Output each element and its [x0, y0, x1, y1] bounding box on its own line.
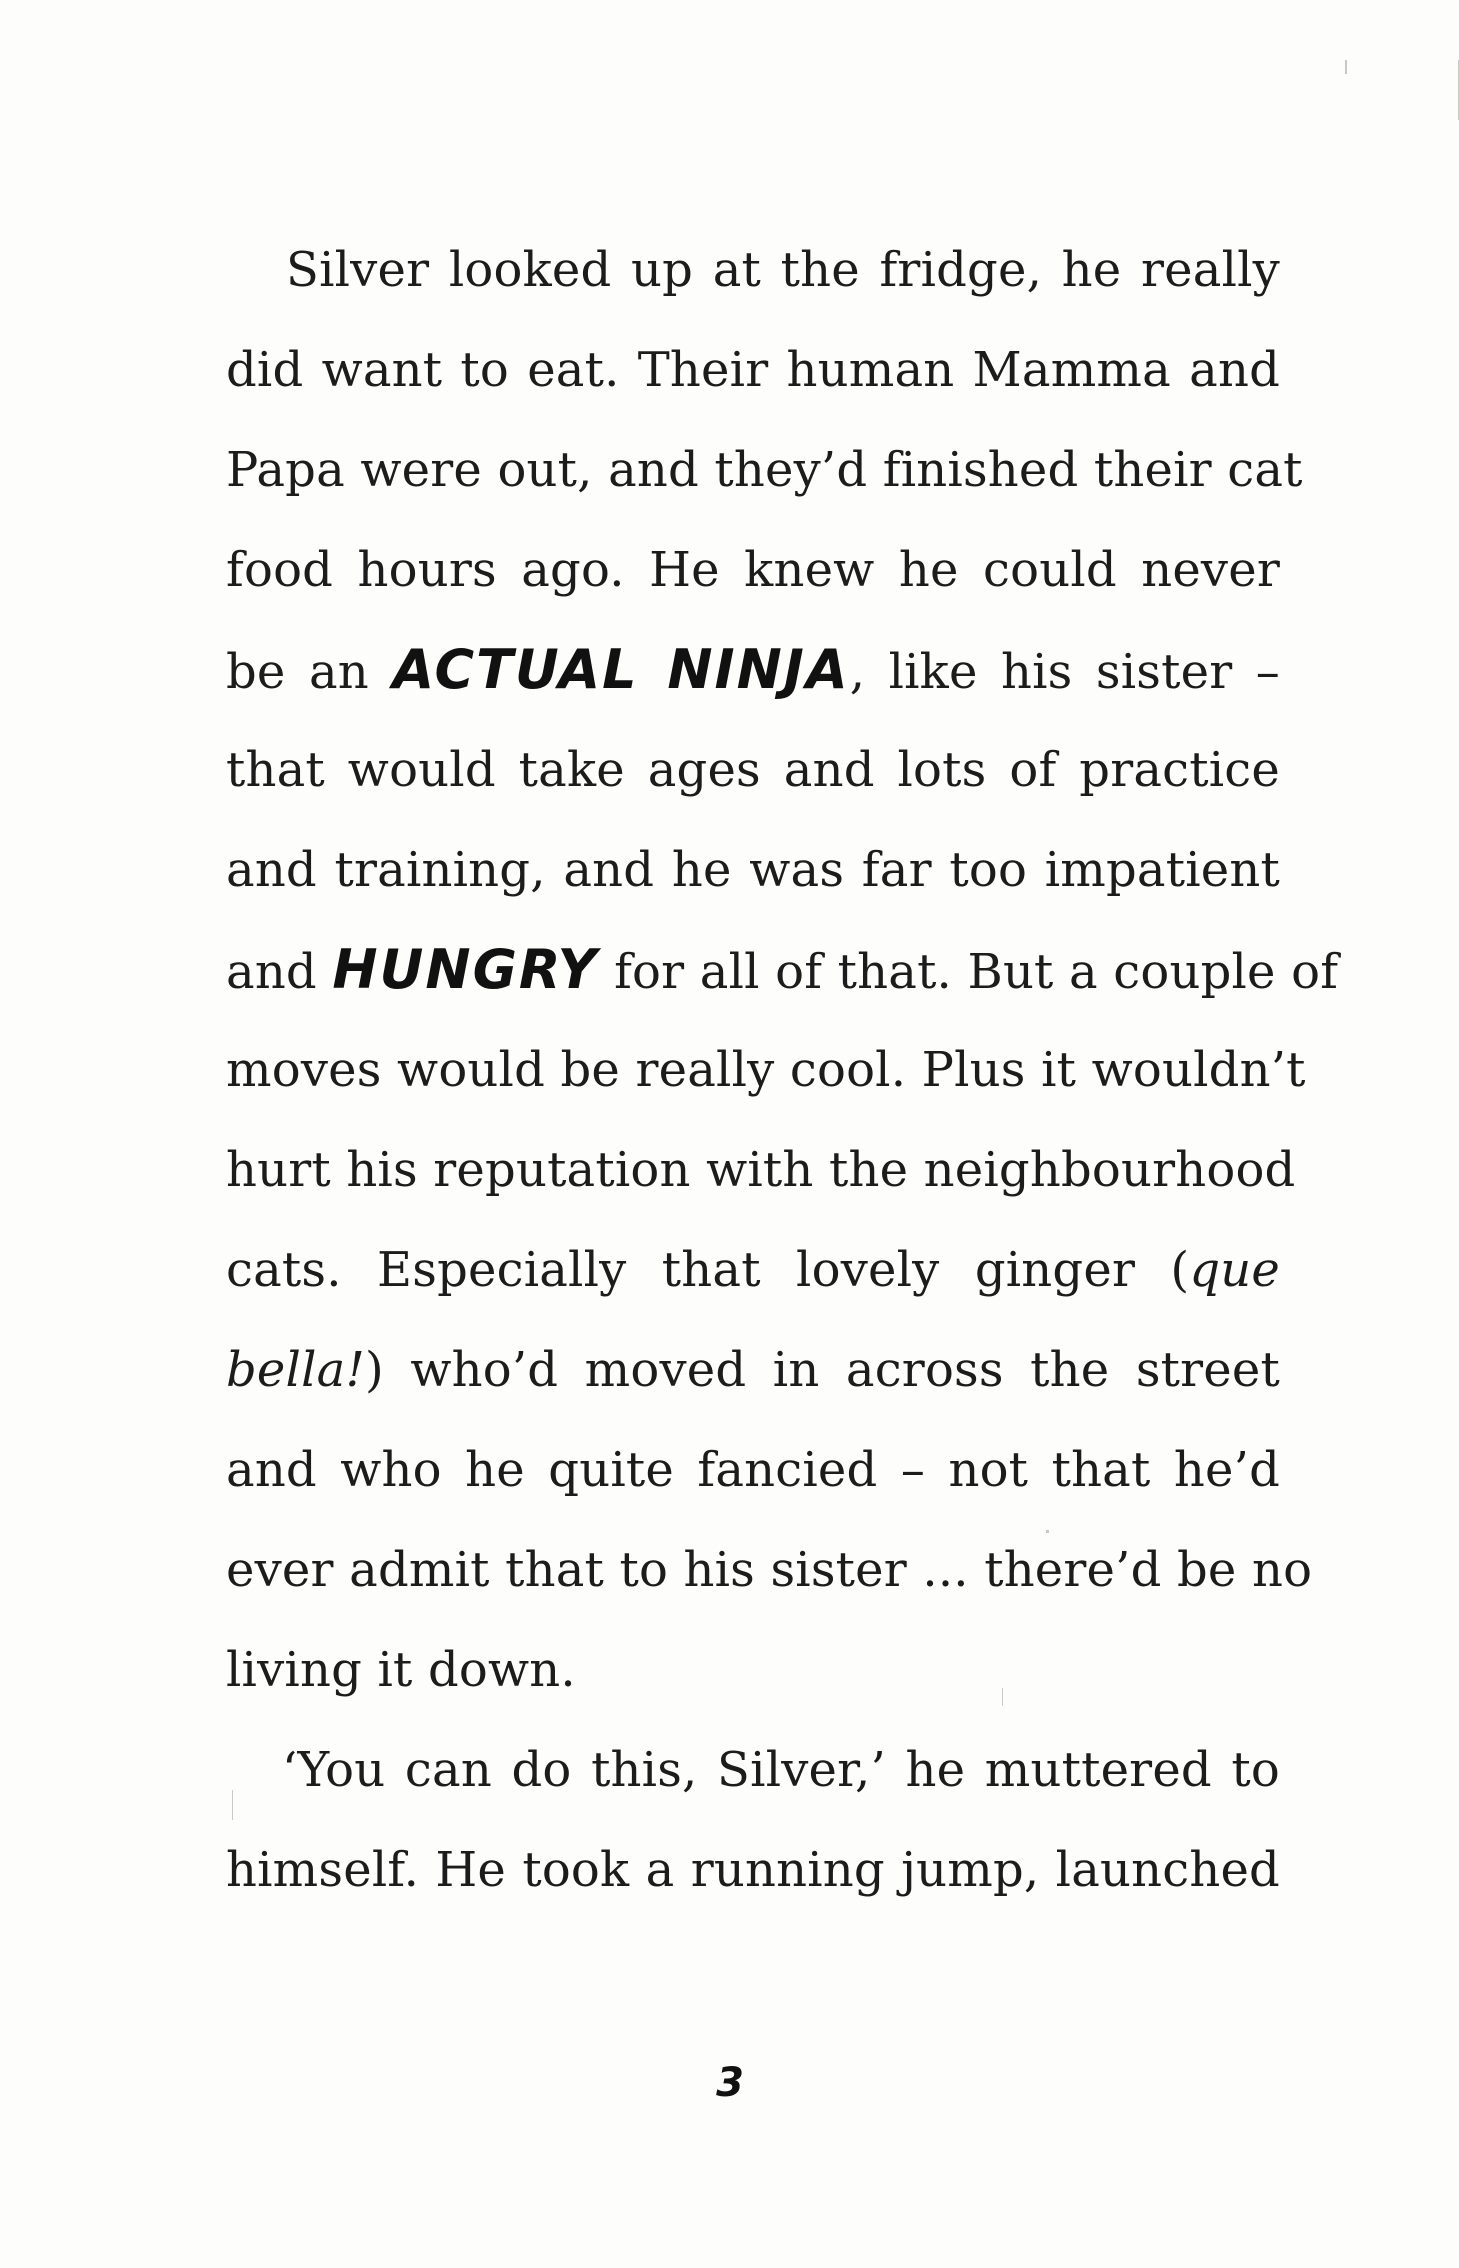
scan-speck — [1345, 60, 1347, 74]
text-line-16 — [226, 1720, 1280, 1820]
text-line-4 — [226, 520, 1280, 620]
text-line-13 — [226, 1420, 1280, 1520]
text-line-6 — [226, 720, 1280, 820]
line-text-post: ) who’d moved in across the street — [364, 1342, 1280, 1398]
text-line-11 — [226, 1220, 1280, 1320]
line-text: ‘You can do this, Silver,’ he muttered to — [282, 1742, 1280, 1798]
line-text-post: for all of that. But a couple of — [598, 944, 1339, 1000]
line-text-post: , like his sister – — [849, 644, 1280, 700]
line-text-pre: be an — [226, 644, 393, 700]
text-line-2 — [226, 320, 1280, 420]
scan-speck — [232, 1790, 233, 1820]
italic-que: que — [1189, 1242, 1280, 1298]
line-text-pre: and — [226, 944, 333, 1000]
line-text: ever admit that to his sister ... there’d be no — [226, 1542, 1313, 1598]
text-line-10 — [226, 1120, 1296, 1220]
text-line-1 — [226, 220, 1280, 320]
text-line-7 — [226, 820, 1280, 920]
line-text: hurt his reputation with the neighbourhood — [226, 1142, 1296, 1198]
line-text: living it down. — [226, 1642, 576, 1698]
emphasis-actual-ninja: ACTUAL NINJA — [392, 638, 850, 701]
line-text: did want to eat. Their human Mamma and — [226, 342, 1280, 398]
line-text: food hours ago. He knew he could never — [226, 542, 1280, 598]
line-text: moves would be really cool. Plus it wouldn’t — [226, 1042, 1306, 1098]
line-text: and who he quite fancied – not that he’d — [226, 1442, 1280, 1498]
text-line-5 — [226, 620, 1280, 720]
text-line-14 — [226, 1520, 1313, 1620]
scan-speck — [1046, 1530, 1049, 1533]
line-text: Silver looked up at the fridge, he really — [286, 242, 1280, 298]
text-line-12 — [226, 1320, 1280, 1420]
line-text: Papa were out, and they’d finished their cat — [226, 442, 1303, 498]
text-line-8 — [226, 920, 1339, 1020]
text-line-3 — [226, 420, 1303, 520]
text-line-17 — [226, 1820, 1280, 1920]
line-text: that would take ages and lots of practice — [226, 742, 1280, 798]
text-line-15 — [226, 1620, 1280, 1720]
scan-speck — [1002, 1688, 1003, 1706]
line-text-pre: cats. Especially that lovely ginger ( — [226, 1242, 1190, 1298]
line-text: and training, and he was far too impatient — [226, 842, 1280, 898]
emphasis-hungry: HUNGRY — [332, 938, 599, 1001]
page-number: 3 — [716, 2060, 744, 2106]
text-line-9 — [226, 1020, 1306, 1120]
italic-bella: bella! — [226, 1342, 365, 1398]
line-text: himself. He took a running jump, launched — [226, 1842, 1280, 1898]
